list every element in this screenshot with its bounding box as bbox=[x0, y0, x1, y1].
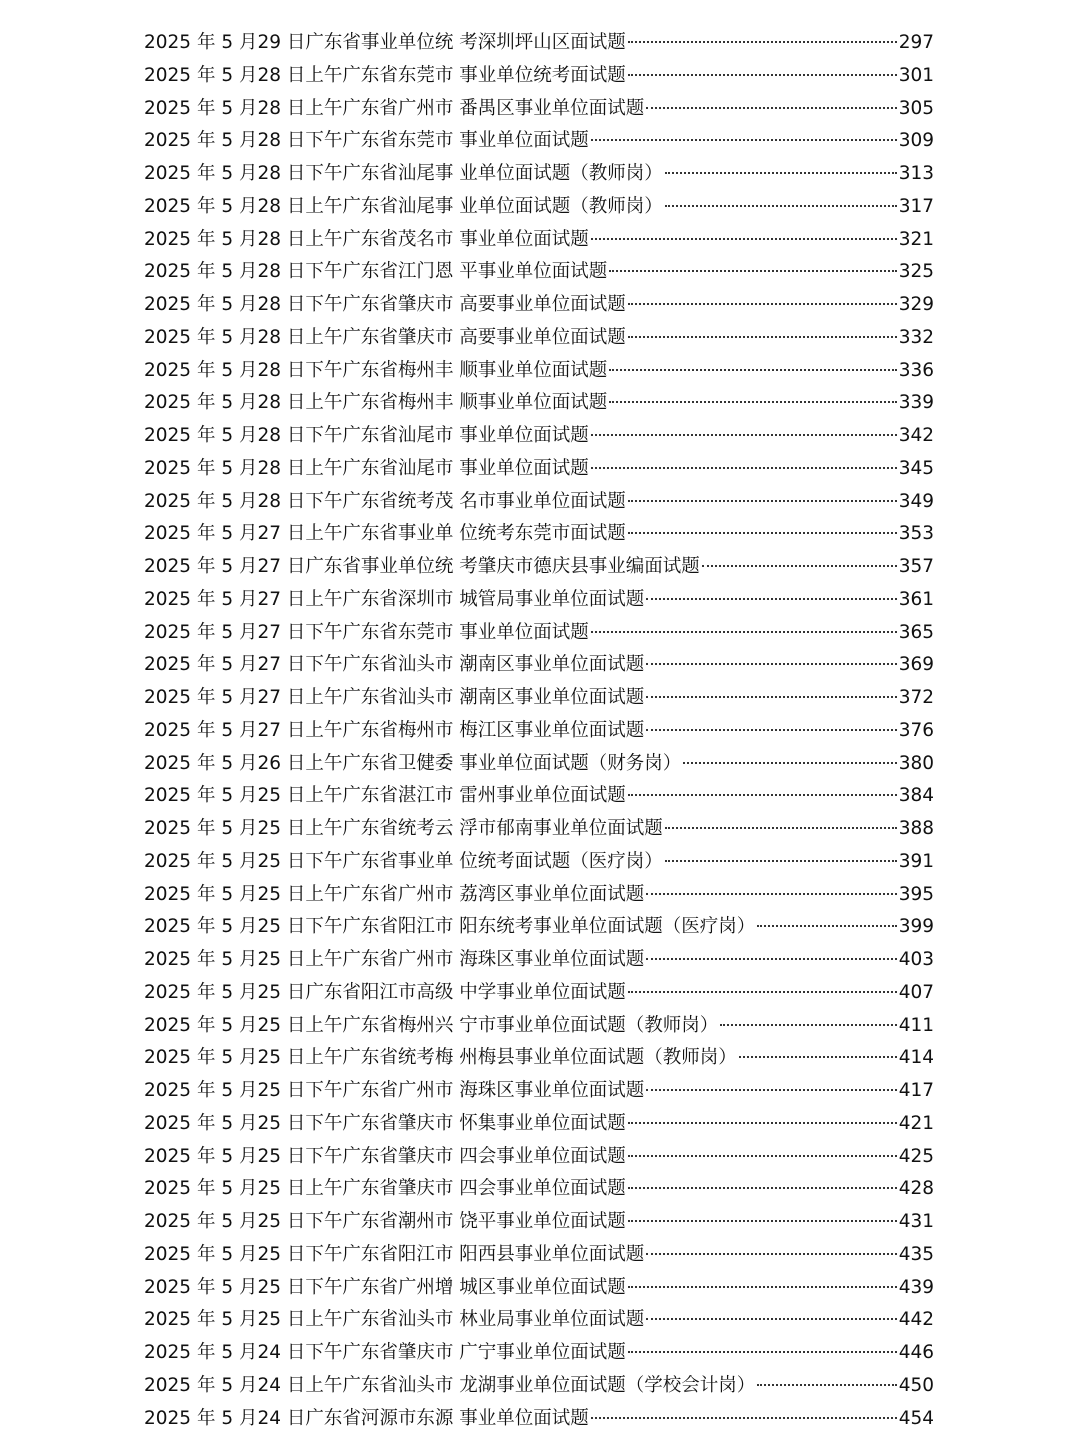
toc-entry bbox=[144, 289, 934, 322]
toc-entry bbox=[144, 1272, 934, 1305]
toc-entry-title: 2025 年 5 月25 日上午广东省梅州兴 宁市事业单位面试题（教师岗） bbox=[144, 1014, 719, 1036]
toc-entry bbox=[144, 1337, 934, 1370]
toc-entry-page-number: 321 bbox=[898, 228, 934, 250]
toc-entry-title: 2025 年 5 月25 日下午广东省肇庆市 怀集事业单位面试题 bbox=[144, 1112, 626, 1134]
toc-entry-page-number: 372 bbox=[898, 687, 934, 708]
toc-entry-title: 2025 年 5 月27 日广东省事业单位统 考肇庆市德庆县事业编面试题 bbox=[144, 556, 700, 577]
toc-entry-title: 2025 年 5 月25 日下午广东省肇庆市 四会事业单位面试题 bbox=[144, 1145, 626, 1167]
dot-leader bbox=[665, 860, 897, 862]
dot-leader bbox=[720, 1024, 896, 1026]
dot-leader bbox=[628, 74, 897, 76]
toc-entry-page-number: 297 bbox=[898, 32, 934, 53]
toc-entry-page-number: 391 bbox=[898, 850, 934, 872]
toc-entry-page-number: 329 bbox=[898, 294, 934, 315]
toc-entry-page-number: 384 bbox=[898, 785, 934, 807]
toc-entry-title: 2025 年 5 月25 日下午广东省阳江市 阳西县事业单位面试题 bbox=[144, 1243, 645, 1265]
toc-entry bbox=[144, 224, 934, 257]
toc-entry-page-number: 403 bbox=[898, 949, 934, 970]
toc-entry-title: 2025 年 5 月24 日上午广东省汕头市 龙湖事业单位面试题（学校会计岗） bbox=[144, 1374, 756, 1396]
toc-entry bbox=[144, 387, 934, 420]
toc-entry-page-number: 301 bbox=[898, 64, 934, 86]
toc-entry bbox=[144, 977, 934, 1010]
toc-entry bbox=[144, 1173, 934, 1206]
toc-entry-page-number: 361 bbox=[898, 588, 934, 610]
toc-entry bbox=[144, 486, 934, 519]
toc-entry bbox=[144, 617, 934, 650]
toc-entry-page-number: 435 bbox=[898, 1243, 934, 1265]
dot-leader bbox=[628, 794, 897, 796]
dot-leader bbox=[683, 762, 896, 764]
toc-entry-page-number: 325 bbox=[898, 261, 934, 283]
toc-entry-page-number: 380 bbox=[898, 752, 934, 774]
dot-leader bbox=[591, 467, 897, 469]
toc-entry-page-number: 407 bbox=[898, 981, 934, 1003]
toc-entry bbox=[144, 551, 934, 584]
toc-entry bbox=[144, 420, 934, 453]
toc-entry-page-number: 428 bbox=[898, 1178, 934, 1200]
toc-entry bbox=[144, 911, 934, 944]
toc-entry bbox=[144, 584, 934, 617]
toc-entry bbox=[144, 1403, 934, 1436]
toc-entry-title: 2025 年 5 月25 日上午广东省肇庆市 四会事业单位面试题 bbox=[144, 1178, 626, 1200]
dot-leader bbox=[628, 1351, 897, 1353]
toc-entry-title: 2025 年 5 月27 日上午广东省事业单 位统考东莞市面试题 bbox=[144, 523, 626, 545]
toc-entry-title: 2025 年 5 月28 日上午广东省东莞市 事业单位统考面试题 bbox=[144, 64, 626, 86]
toc-entry-title: 2025 年 5 月25 日下午广东省潮州市 饶平事业单位面试题 bbox=[144, 1211, 626, 1232]
dot-leader bbox=[628, 500, 897, 502]
toc-entry bbox=[144, 158, 934, 191]
toc-entry-title: 2025 年 5 月27 日上午广东省深圳市 城管局事业单位面试题 bbox=[144, 588, 645, 610]
toc-entry-page-number: 376 bbox=[898, 719, 934, 741]
toc-entry-title: 2025 年 5 月28 日上午广东省茂名市 事业单位面试题 bbox=[144, 228, 589, 250]
toc-entry bbox=[144, 682, 934, 715]
dot-leader bbox=[646, 663, 896, 665]
toc-entry-page-number: 339 bbox=[898, 392, 934, 414]
dot-leader bbox=[646, 1318, 896, 1320]
toc-entry bbox=[144, 27, 934, 60]
toc-entry-title: 2025 年 5 月25 日下午广东省广州增 城区事业单位面试题 bbox=[144, 1276, 626, 1298]
toc-entry-title: 2025 年 5 月25 日下午广东省事业单 位统考面试题（医疗岗） bbox=[144, 850, 663, 872]
toc-entry bbox=[144, 879, 934, 912]
toc-entry-page-number: 421 bbox=[898, 1112, 934, 1134]
toc-entry-page-number: 414 bbox=[898, 1047, 934, 1069]
toc-entry bbox=[144, 715, 934, 748]
toc-entry-page-number: 388 bbox=[898, 818, 934, 839]
toc-entry-page-number: 357 bbox=[898, 556, 934, 577]
toc-entry bbox=[144, 813, 934, 846]
toc-entry-page-number: 309 bbox=[898, 130, 934, 152]
toc-entry bbox=[144, 518, 934, 551]
toc-entry-page-number: 439 bbox=[898, 1276, 934, 1298]
dot-leader bbox=[757, 925, 896, 927]
toc-entry-title: 2025 年 5 月27 日上午广东省汕头市 潮南区事业单位面试题 bbox=[144, 687, 645, 708]
toc-entry-page-number: 349 bbox=[898, 490, 934, 512]
toc-entry-title: 2025 年 5 月27 日下午广东省汕头市 潮南区事业单位面试题 bbox=[144, 654, 645, 676]
dot-leader bbox=[628, 1286, 897, 1288]
toc-entry-title: 2025 年 5 月24 日广东省河源市东源 事业单位面试题 bbox=[144, 1407, 589, 1429]
toc-entry-page-number: 345 bbox=[898, 457, 934, 479]
toc-entry-page-number: 332 bbox=[898, 326, 934, 348]
dot-leader bbox=[646, 893, 896, 895]
toc-entry-page-number: 417 bbox=[898, 1080, 934, 1101]
toc-entry bbox=[144, 125, 934, 158]
toc-entry-page-number: 442 bbox=[898, 1309, 934, 1331]
toc-entry bbox=[144, 93, 934, 126]
toc-entry-page-number: 431 bbox=[898, 1211, 934, 1232]
dot-leader bbox=[646, 107, 896, 109]
dot-leader bbox=[609, 270, 896, 272]
toc-entry-title: 2025 年 5 月25 日下午广东省阳江市 阳东统考事业单位面试题（医疗岗） bbox=[144, 916, 756, 938]
toc-entry bbox=[144, 1010, 934, 1043]
dot-leader bbox=[646, 1253, 896, 1255]
dot-leader bbox=[628, 1122, 897, 1124]
dot-leader bbox=[665, 827, 897, 829]
toc-entry-page-number: 342 bbox=[898, 425, 934, 446]
toc-entry-title: 2025 年 5 月25 日上午广东省广州市 荔湾区事业单位面试题 bbox=[144, 883, 645, 905]
toc-entry-page-number: 336 bbox=[898, 359, 934, 381]
toc-entry-title: 2025 年 5 月27 日上午广东省梅州市 梅江区事业单位面试题 bbox=[144, 719, 645, 741]
toc-entry-title: 2025 年 5 月29 日广东省事业单位统 考深圳坪山区面试题 bbox=[144, 32, 626, 53]
toc-entry bbox=[144, 191, 934, 224]
toc-entry-page-number: 395 bbox=[898, 883, 934, 905]
dot-leader bbox=[591, 631, 897, 633]
toc-entry bbox=[144, 1206, 934, 1239]
table-of-contents bbox=[144, 27, 934, 1435]
dot-leader bbox=[628, 991, 897, 993]
toc-entry bbox=[144, 1075, 934, 1108]
toc-entry bbox=[144, 453, 934, 486]
dot-leader bbox=[628, 41, 897, 43]
toc-entry-page-number: 454 bbox=[898, 1407, 934, 1429]
dot-leader bbox=[757, 1384, 896, 1386]
dot-leader bbox=[665, 205, 897, 207]
dot-leader bbox=[609, 369, 896, 371]
toc-entry-title: 2025 年 5 月25 日下午广东省广州市 海珠区事业单位面试题 bbox=[144, 1080, 645, 1101]
toc-entry-page-number: 399 bbox=[898, 916, 934, 938]
toc-entry-title: 2025 年 5 月26 日上午广东省卫健委 事业单位面试题（财务岗） bbox=[144, 752, 682, 774]
toc-entry bbox=[144, 1304, 934, 1337]
toc-entry-title: 2025 年 5 月25 日上午广东省统考梅 州梅县事业单位面试题（教师岗） bbox=[144, 1047, 737, 1069]
dot-leader bbox=[646, 598, 896, 600]
toc-entry bbox=[144, 649, 934, 682]
toc-entry bbox=[144, 1108, 934, 1141]
toc-entry-title: 2025 年 5 月28 日上午广东省汕尾事 业单位面试题（教师岗） bbox=[144, 195, 663, 217]
toc-entry bbox=[144, 1042, 934, 1075]
dot-leader bbox=[646, 729, 896, 731]
toc-entry bbox=[144, 256, 934, 289]
toc-entry-title: 2025 年 5 月28 日下午广东省江门恩 平事业单位面试题 bbox=[144, 261, 608, 283]
toc-entry-page-number: 411 bbox=[898, 1014, 934, 1036]
toc-entry-title: 2025 年 5 月28 日上午广东省梅州丰 顺事业单位面试题 bbox=[144, 392, 608, 414]
toc-entry-page-number: 313 bbox=[898, 163, 934, 184]
dot-leader bbox=[646, 696, 896, 698]
dot-leader bbox=[665, 172, 897, 174]
dot-leader bbox=[702, 565, 897, 567]
toc-entry bbox=[144, 846, 934, 879]
dot-leader bbox=[628, 532, 897, 534]
toc-entry-title: 2025 年 5 月28 日下午广东省东莞市 事业单位面试题 bbox=[144, 130, 589, 152]
toc-entry-title: 2025 年 5 月28 日下午广东省汕尾事 业单位面试题（教师岗） bbox=[144, 163, 663, 184]
toc-entry-title: 2025 年 5 月25 日上午广东省汕头市 林业局事业单位面试题 bbox=[144, 1309, 645, 1331]
dot-leader bbox=[646, 1089, 896, 1091]
toc-entry bbox=[144, 322, 934, 355]
dot-leader bbox=[628, 1155, 897, 1157]
toc-entry bbox=[144, 748, 934, 781]
toc-entry bbox=[144, 60, 934, 93]
toc-entry-page-number: 425 bbox=[898, 1145, 934, 1167]
toc-entry-page-number: 317 bbox=[898, 195, 934, 217]
toc-entry bbox=[144, 944, 934, 977]
dot-leader bbox=[739, 1056, 897, 1058]
toc-entry-title: 2025 年 5 月25 日上午广东省湛江市 雷州事业单位面试题 bbox=[144, 785, 626, 807]
toc-entry-title: 2025 年 5 月24 日下午广东省肇庆市 广宁事业单位面试题 bbox=[144, 1342, 626, 1363]
dot-leader bbox=[646, 958, 896, 960]
toc-entry-title: 2025 年 5 月28 日上午广东省肇庆市 高要事业单位面试题 bbox=[144, 326, 626, 348]
dot-leader bbox=[591, 139, 897, 141]
toc-entry-page-number: 369 bbox=[898, 654, 934, 676]
toc-entry-title: 2025 年 5 月28 日下午广东省汕尾市 事业单位面试题 bbox=[144, 425, 589, 446]
toc-entry-title: 2025 年 5 月28 日上午广东省广州市 番禺区事业单位面试题 bbox=[144, 97, 645, 119]
toc-entry-page-number: 353 bbox=[898, 523, 934, 545]
toc-entry bbox=[144, 1239, 934, 1272]
toc-entry-page-number: 450 bbox=[898, 1374, 934, 1396]
toc-entry bbox=[144, 355, 934, 388]
dot-leader bbox=[628, 303, 897, 305]
toc-entry-page-number: 305 bbox=[898, 97, 934, 119]
dot-leader bbox=[628, 336, 897, 338]
toc-entry bbox=[144, 780, 934, 813]
dot-leader bbox=[591, 238, 897, 240]
toc-entry-page-number: 365 bbox=[898, 621, 934, 643]
toc-entry-title: 2025 年 5 月25 日上午广东省广州市 海珠区事业单位面试题 bbox=[144, 949, 645, 970]
dot-leader bbox=[591, 434, 897, 436]
toc-entry-title: 2025 年 5 月28 日下午广东省梅州丰 顺事业单位面试题 bbox=[144, 359, 608, 381]
toc-entry-page-number: 446 bbox=[898, 1342, 934, 1363]
dot-leader bbox=[628, 1220, 897, 1222]
toc-entry-title: 2025 年 5 月25 日广东省阳江市高级 中学事业单位面试题 bbox=[144, 981, 626, 1003]
dot-leader bbox=[591, 1417, 897, 1419]
toc-entry-title: 2025 年 5 月27 日下午广东省东莞市 事业单位面试题 bbox=[144, 621, 589, 643]
toc-entry-title: 2025 年 5 月28 日下午广东省肇庆市 高要事业单位面试题 bbox=[144, 294, 626, 315]
toc-entry-title: 2025 年 5 月28 日上午广东省汕尾市 事业单位面试题 bbox=[144, 457, 589, 479]
toc-entry-title: 2025 年 5 月25 日上午广东省统考云 浮市郁南事业单位面试题 bbox=[144, 818, 663, 839]
toc-entry bbox=[144, 1141, 934, 1174]
toc-entry bbox=[144, 1370, 934, 1403]
dot-leader bbox=[609, 401, 896, 403]
dot-leader bbox=[628, 1187, 897, 1189]
toc-entry-title: 2025 年 5 月28 日下午广东省统考茂 名市事业单位面试题 bbox=[144, 490, 626, 512]
